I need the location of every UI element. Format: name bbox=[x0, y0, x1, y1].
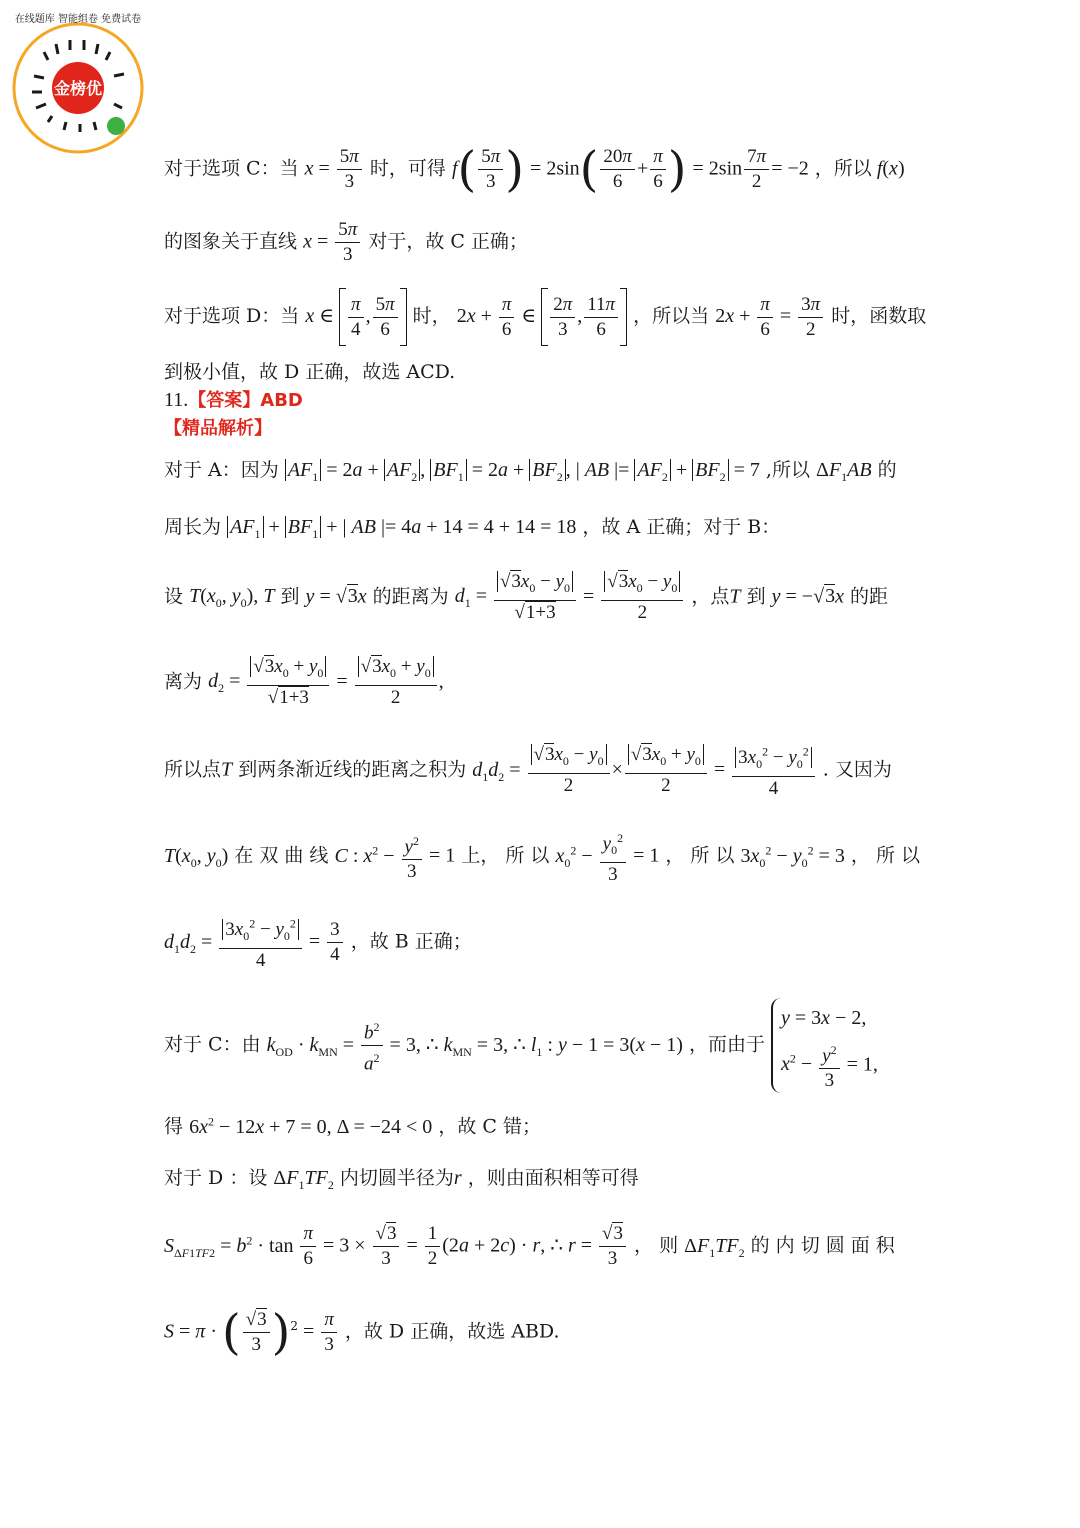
b2-line: 离为 $d_2$ = $\frac{√3x_0 + y_0}{√1+3}$ = $\frac{√3x_0 + y_0}{2}$ , bbox=[164, 656, 444, 708]
a1-line: 对于 A：因为 $AF_1 = 2a + AF_2$ , $BF_1 = 2a + BF_2$ , | AB |= $AF_2 + BF_2 = 7$ ,所以 $\Delta F_1AB$ 的 bbox=[164, 459, 897, 484]
b5-line: $d_1d_2$ = $\frac{3x_0^2 - y_0^2}{4}$ = $\frac{3}{4}$ ，故 B 正确； bbox=[164, 912, 930, 973]
svg-text:金榜优: 金榜优 bbox=[53, 79, 103, 98]
a2-line: 周长为 $AF_1 + BF_1$ + | AB |= 4a + 14 = 4 + 14 = 18 ，故 A 正确；对于 B： bbox=[164, 516, 781, 541]
c1-line: 对于 C：由 $k_{OD} \cdot k_{MN}$ = $\frac{b^2}{a^2}$ = 3, ∴ $k_{MN} = 3$, ∴ $l_1$ : y − 1 = 3(x − 1) ，而由于 y = 3x − 2, $x^2$ − $\frac{y^2}{3}$ = 1, bbox=[164, 998, 930, 1093]
b4-line: $T(x_0$, $y_0$) 在 双 曲 线 C : $x^2$ − $\frac{y^2}{3}$ = 1 上， 所 以 $x_0^2$ − $\frac{y_0^2}{3}$ = 1 ， 所 以 $3x_0^2 - y_0^2 = 3$ ， 所 以 bbox=[164, 826, 930, 887]
option-c-line: 对于选项 C：当 x = $\frac{5\pi}{3}$ 时，可得 f( $\frac{5\pi}{3}$ ) = 2sin( $\frac{20\pi}{6}$ + $\frac{\pi}{6}$ ) = 2sin $\frac{7\pi}{2}$ = −2 ，所以 f(x) bbox=[164, 141, 905, 198]
d2-line: $S_{\Delta F1TF2} = b^2 \cdot \tan$ $\frac{\pi}{6}$ = 3 × $\frac{√3}{3}$ = $\frac{1}{2}$ (2a + 2c) · r, ∴ r = $\frac{√3}{3}$ ， 则 $\Delta F_1TF_2$ 的 内 切 圆 面 积 bbox=[164, 1223, 895, 1269]
analysis-label-line: 【精品解析】 bbox=[164, 418, 272, 439]
answer-11-line: 11.【答案】ABD bbox=[164, 389, 303, 411]
app-logo bbox=[4, 4, 150, 154]
c2-line: 得 $6x^2 - 12x + 7 = 0$, Δ = −24 < 0 ，故 C 错； bbox=[164, 1114, 541, 1138]
option-d-end-line: 到极小值，故 D 正确，故选 ACD. bbox=[164, 361, 456, 383]
svg-text:在线题库 智能组卷 免费试卷: 在线题库 智能组卷 免费试卷 bbox=[14, 14, 142, 25]
option-c-graph-line: 的图象关于直线 x = $\frac{5\pi}{3}$ 对于，故 C 正确； bbox=[164, 219, 528, 265]
b3-line: 所以点T 到两条渐近线的距离之积为 $d_1d_2$ = $\frac{√3x_0 - y_0}{2}$ × $\frac{√3x_0 + y_0}{2}$ = $\frac{3x_0^2 - y_0^2}{4}$ . 又因为 bbox=[164, 740, 930, 801]
d3-line: S = π · ( $\frac{√3}{3}$ )$^2$ = $\frac{\pi}{3}$ ，故 D 正确，故选 ABD. bbox=[164, 1304, 560, 1361]
option-d-line: 对于选项 D：当 x ∈ $\frac{\pi}{4}$ , $\frac{5\pi}{6}$ 时， 2x + $\frac{\pi}{6}$ ∈ $\frac{2\pi}{3}$ , $\frac{11\pi}{6}$ ，所以当 2x + $\frac{\pi}{6}$ = $\frac{3\pi}{2}$ 时，函数取 bbox=[164, 288, 930, 346]
b1-line: 设 $T(x_0$, $y_0$), T 到 y = √3x 的距离为 $d_1$ = $\frac{√3x_0 - y_0}{√1+3}$ = $\frac{√3x_0 - y_0}{2}$ ，点T 到 y = −√3x 的距 bbox=[164, 571, 889, 623]
d1-line: 对于 D ：设 $\Delta F_1TF_2$ 内切圆半径为r ，则由面积相等可得 bbox=[164, 1167, 639, 1192]
